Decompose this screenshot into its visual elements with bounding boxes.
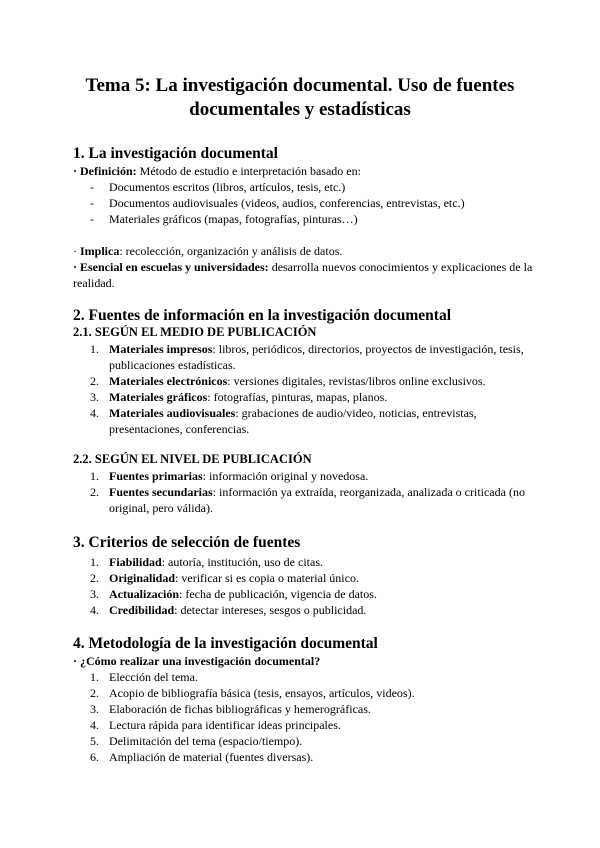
- list-item: 3. Elaboración de fichas bibliográficas y hemerográficas.: [90, 702, 371, 716]
- section-3-heading: 3. Criterios de selección de fuentes: [73, 534, 301, 551]
- dash-marker: -: [90, 196, 94, 210]
- implica-text: : recolección, organización y análisis de datos.: [119, 244, 343, 258]
- methodology-question: · ¿Cómo realizar una investigación documental?: [73, 654, 321, 668]
- criterios-list: [73, 554, 543, 618]
- list-item: 2. Fuentes secundarias: información ya extraída, reorganizada, analizada o criticada (no original, pero válida).: [90, 485, 525, 515]
- medio-publicacion-list: [73, 341, 543, 437]
- section-4-heading: 4. Metodología de la investigación documental: [73, 635, 378, 652]
- definition-paragraph: [73, 163, 543, 179]
- nivel-publicacion-list: [73, 468, 543, 516]
- definition-list: [73, 179, 543, 227]
- subsection-2-1-heading: 2.1. SEGÚN EL MEDIO DE PUBLICACIÓN: [73, 325, 317, 339]
- list-item: 4. Credibilidad: detectar intereses, sesgos o publicidad.: [90, 603, 367, 617]
- list-item: 4. Lectura rápida para identificar ideas principales.: [90, 718, 341, 732]
- dash-marker: -: [90, 180, 94, 194]
- definition-text: Método de estudio e interpretación basado en:: [136, 164, 361, 178]
- list-item: - Materiales gráficos (mapas, fotografías, pinturas…): [90, 212, 358, 226]
- definition-label: · Definición:: [73, 164, 137, 178]
- list-item: 1. Materiales impresos: libros, periódicos, directorios, proyectos de investigación, tesis, publicaciones estadísticas.: [90, 342, 524, 372]
- subsection-2-2-heading: 2.2. SEGÚN EL NIVEL DE PUBLICACIÓN: [73, 452, 312, 466]
- list-item: - Documentos audiovisuales (videos, audios, conferencias, entrevistas, etc.): [90, 196, 465, 210]
- esencial-text: desarrolla nuevos conocimientos y explicaciones de la realidad.: [73, 260, 533, 290]
- section-1-heading: 1. La investigación documental: [73, 145, 278, 162]
- list-item: 2. Materiales electrónicos: versiones digitales, revistas/libros online exclusivos.: [90, 374, 486, 388]
- page-title: [40, 74, 560, 122]
- metodologia-list: [73, 669, 543, 765]
- implica-paragraph: · Implica: recolección, organización y análisis de datos.: [73, 244, 343, 258]
- section-2-heading: 2. Fuentes de información en la investigación documental: [73, 307, 452, 324]
- list-item: 2. Originalidad: verificar si es copia o material único.: [90, 571, 359, 585]
- title-line-1: Tema 5: La investigación documental. Uso de fuentes: [85, 75, 515, 96]
- esencial-paragraph: [73, 259, 543, 291]
- list-item: 2. Acopio de bibliografía básica (tesis, ensayos, artículos, videos).: [90, 686, 415, 700]
- implica-label: Implica: [80, 244, 120, 258]
- dash-marker: -: [90, 212, 94, 226]
- list-item: 3. Actualización: fecha de publicación, vigencia de datos.: [90, 587, 377, 601]
- list-item: 5. Delimitación del tema (espacio/tiempo).: [90, 734, 303, 748]
- list-item: - Documentos escritos (libros, artículos, tesis, etc.): [90, 180, 346, 194]
- list-item: 3. Materiales gráficos: fotografías, pinturas, mapas, planos.: [90, 390, 388, 404]
- list-item: 1. Elección del tema.: [90, 670, 198, 684]
- title-line-2: documentales y estadísticas: [189, 99, 411, 120]
- list-item: 6. Ampliación de material (fuentes diversas).: [90, 750, 314, 764]
- list-item: 4. Materiales audiovisuales: grabaciones de audio/video, noticias, entrevistas, presentaciones, conferencias.: [90, 406, 477, 436]
- list-item: 1. Fuentes primarias: información original y novedosa.: [90, 469, 369, 483]
- esencial-label: · Esencial en escuelas y universidades:: [73, 260, 269, 274]
- list-item: 1. Fiabilidad: autoría, institución, uso de citas.: [90, 555, 323, 569]
